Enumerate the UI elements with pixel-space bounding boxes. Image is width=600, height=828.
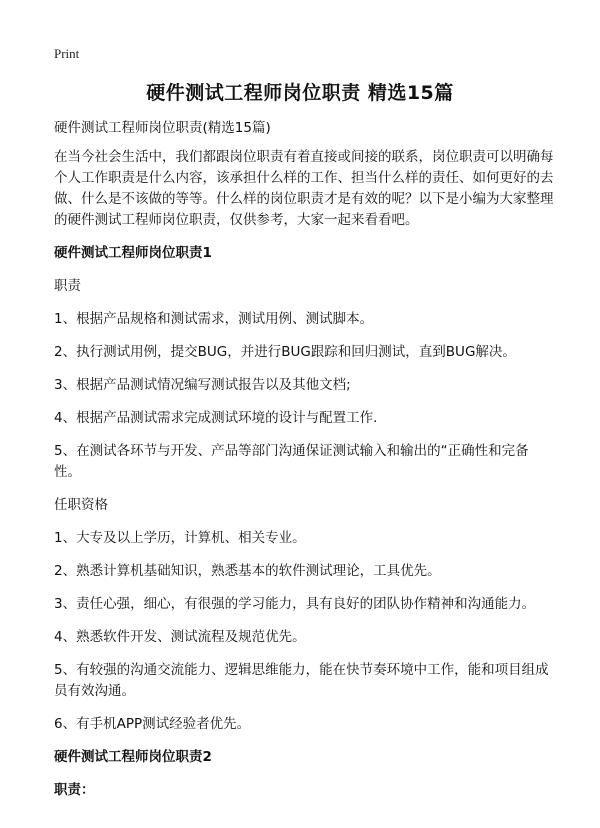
qualification-item: 1、大专及以上学历，计算机、相关专业。	[54, 530, 306, 546]
duty-item: 2、执行测试用例，提交BUG，并进行BUG跟踪和回归测试，直到BUG解决。	[54, 344, 516, 360]
qualifications-label: 任职资格	[54, 497, 108, 513]
page-title: 硬件测试工程师岗位职责 精选15篇	[146, 82, 454, 104]
document-body	[54, 118, 554, 801]
qualification-item: 4、熟悉软件开发、测试流程及规范优先。	[54, 629, 306, 645]
document-subtitle: 硬件测试工程师岗位职责(精选15篇)	[54, 120, 271, 136]
intro-paragraph: 在当今社会生活中，我们都跟岗位职责有着直接或间接的联系，岗位职责可以明确每个人工作职责是什么内容，该承担什么样的工作、担当什么样的责任、如何更好的去做、什么是不该做的等等。什么样的岗位职责才是有效的呢？以下是小编为大家整理的硬件测试工程师岗位职责，仅供参考，大家一起来看看吧。	[54, 149, 554, 228]
duty-item: 5、在测试各环节与开发、产品等部门沟通保证测试输入和输出的“正确性和完备性。	[54, 443, 529, 480]
duty-item: 4、根据产品测试需求完成测试环境的设计与配置工作.	[54, 410, 378, 426]
duties-label-2: 职责：	[54, 782, 95, 798]
qualification-item: 2、熟悉计算机基础知识，熟悉基本的软件测试理论，工具优先。	[54, 563, 441, 579]
section-heading-2: 硬件测试工程师岗位职责2	[54, 749, 212, 765]
qualification-item: 6、有手机APP测试经验者优先。	[54, 716, 251, 732]
qualification-item: 3、责任心强，细心，有很强的学习能力，具有良好的团队协作精神和沟通能力。	[54, 596, 536, 612]
duty-item: 1、根据产品规格和测试需求，测试用例、测试脚本。	[54, 311, 374, 327]
print-link[interactable]: Print	[54, 46, 80, 61]
section-heading-1: 硬件测试工程师岗位职责1	[54, 245, 212, 261]
qualification-item: 5、有较强的沟通交流能力、逻辑思维能力，能在快节奏环境中工作，能和项目组成员有效沟通。	[54, 662, 549, 699]
duty-item: 3、根据产品测试情况编写测试报告以及其他文档;	[54, 377, 351, 393]
duties-label: 职责	[54, 278, 81, 294]
